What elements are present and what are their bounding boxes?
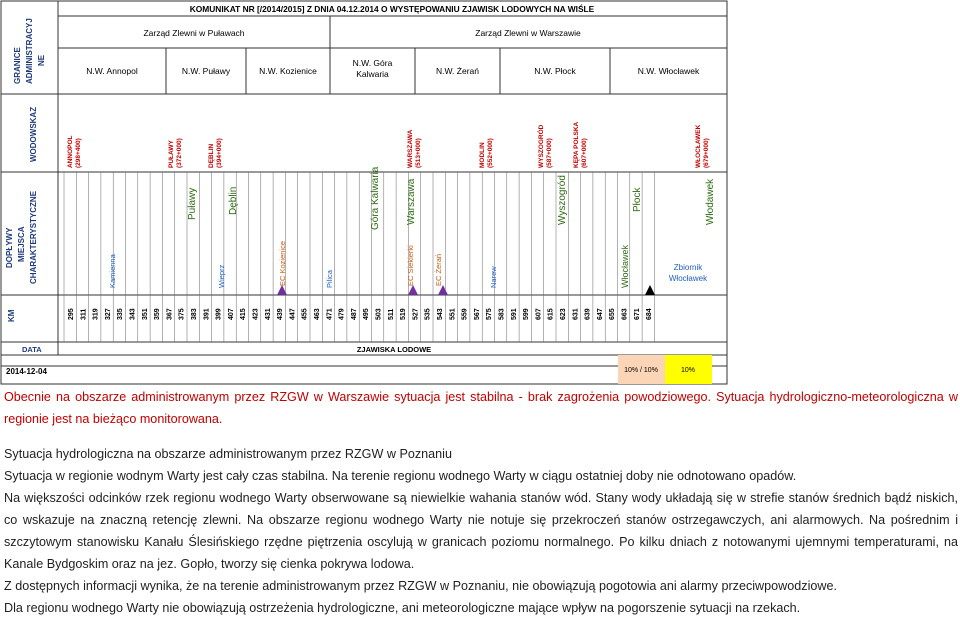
reservoir-label: Zbiornik Włocławek: [668, 263, 708, 283]
svg-text:GRANICE: GRANICE: [13, 47, 22, 84]
zarzad-warszawa-label: Zarząd Zlewni w Warszawie: [475, 28, 581, 38]
km-value: 487: [350, 308, 358, 320]
km-value: 407: [227, 308, 235, 320]
place-label: Dęblin: [228, 186, 239, 215]
place-label: Wyszogród: [557, 175, 568, 225]
svg-text:ADMINISTRACYJ: ADMINISTRACYJ: [25, 18, 34, 84]
svg-text:DOPŁYWY: DOPŁYWY: [5, 227, 14, 268]
km-value: 631: [572, 308, 580, 320]
km-value: 503: [375, 308, 383, 320]
nadzor-1: N.W. Puławy: [181, 66, 231, 76]
gauge-name: DĘBLIN: [208, 143, 215, 168]
zarzad-pulawy-label: Zarząd Zlewni w Puławach: [143, 28, 245, 38]
km-value: 463: [314, 308, 321, 320]
km-value: 511: [387, 308, 395, 320]
ice-cell-1: 10% / 10%: [624, 367, 658, 374]
svg-text:MIEJSCA: MIEJSCA: [17, 226, 26, 262]
gauge-name: MODLIN: [479, 142, 486, 168]
km-value: 415: [240, 308, 248, 320]
place-label: Płock: [632, 187, 643, 212]
km-value: 519: [400, 308, 408, 320]
gauge-name: WŁOCŁAWEK: [695, 124, 702, 168]
km-value: 591: [510, 308, 518, 320]
ice-date: 2014-12-04: [6, 367, 47, 376]
km-value: 399: [215, 308, 223, 320]
km-value: 684: [646, 308, 654, 320]
km-value: 671: [633, 308, 641, 320]
km-value: 535: [424, 308, 432, 320]
km-value: 327: [104, 308, 112, 320]
poznan-heading: Sytuacja hydrologiczna na obszarze administrowanym przez RZGW w Poznaniu: [4, 447, 452, 461]
km-value: 479: [338, 308, 346, 320]
place-label: Warszawa: [406, 178, 417, 225]
km-value: 583: [498, 308, 506, 320]
paragraph-4: Dla regionu wodnego Warty nie obowiązują ostrzeżenia hydrologiczne, ani meteorologiczne mające wpływ na pogorszenie sytuacji na rzekach.: [4, 601, 801, 615]
km-value: 599: [523, 308, 531, 320]
gauge-name: WYSZOGRÓD: [538, 124, 545, 168]
km-value: 495: [363, 308, 371, 320]
km-value: 639: [584, 308, 592, 320]
km-value: 551: [449, 308, 457, 320]
communique-title: KOMUNIKAT NR [/2014/2015] Z DNIA 04.12.2014 O WYSTĘPOWANIU ZJAWISK LODOWYCH NA WIŚLE: [189, 4, 595, 14]
gauge-km: (679+000): [703, 138, 710, 168]
km-value: 607: [535, 308, 543, 320]
gauge-name: ANNOPOL: [67, 135, 74, 168]
km-value: 655: [609, 308, 617, 320]
km-value: 335: [117, 308, 125, 320]
label-wodowskaz: WODOWSKAZ: [29, 106, 38, 162]
nadzor-5: N.W. Płock: [534, 66, 576, 76]
km-value: 383: [191, 308, 198, 320]
gauge-km: (607+000): [581, 138, 588, 168]
gauge-km: (394+000): [216, 138, 223, 168]
label-zjawiska: ZJAWISKA LODOWE: [356, 345, 432, 354]
tributary-label: Pilica: [325, 270, 334, 288]
km-value: 527: [412, 308, 420, 320]
gauge-name: PUŁAWY: [168, 140, 175, 168]
km-value: 367: [166, 308, 174, 320]
bulletin-text: [4, 386, 958, 619]
ec-label: EC Żerań: [434, 253, 443, 286]
gauge-km: (298+400): [75, 138, 82, 168]
svg-text:CHARAKTERYSTYCZNE: CHARAKTERYSTYCZNE: [29, 190, 38, 284]
km-value: 343: [129, 308, 137, 320]
wloclawek-lower-label: Włocławek: [620, 244, 630, 288]
warsaw-status-paragraph: Obecnie na obszarze administrowanym przez RZGW w Warszawie sytuacja jest stabilna - brak zagrożenia powodziowego. Sytuacja hydrologiczno-meteorologiczna w regionie jest na bieżąco monitorowana.: [4, 390, 958, 426]
ec-label: EC Siekierki: [406, 245, 415, 286]
km-value: 623: [560, 308, 567, 320]
nadzor-4: N.W. Żerań: [436, 66, 479, 76]
nadzor-0: N.W. Annopol: [86, 66, 138, 76]
tributary-label: Wieprz: [217, 264, 226, 288]
km-value: 575: [486, 308, 494, 320]
nadzor-3: N.W. Góra Kalwaria: [352, 58, 393, 79]
km-value: 391: [203, 308, 211, 320]
km-value: 559: [461, 308, 469, 320]
km-value: 311: [80, 308, 88, 320]
place-label: Góra Kalwaria: [370, 166, 381, 230]
ice-cell-2: 10%: [680, 367, 696, 374]
tributary-label: Kamienna: [108, 254, 117, 288]
svg-text:NE: NE: [37, 54, 46, 66]
gauge-km: (513+000): [415, 138, 422, 168]
tributary-label: Narew: [489, 266, 498, 288]
km-value: 439: [277, 308, 285, 320]
km-value: 351: [141, 308, 149, 320]
km-value: 647: [596, 308, 604, 320]
km-value: 543: [437, 308, 444, 320]
place-label: Włodawek: [705, 178, 716, 225]
gauge-name: KĘPA POLSKA: [573, 121, 580, 168]
km-value: 319: [92, 308, 100, 320]
ec-label: EC Kozienice: [278, 240, 287, 286]
nadzor-6: N.W. Włocławek: [637, 66, 700, 76]
km-value: 359: [154, 308, 162, 320]
label-km: KM: [7, 309, 16, 322]
paragraph-1: Sytuacja w regionie wodnym Warty jest cały czas stabilna. Na terenie regionu wodnego Warty w ciągu ostatniej doby nie odnotowano opadów.: [4, 469, 797, 483]
km-value: 471: [326, 308, 334, 320]
km-value: 295: [68, 308, 75, 320]
paragraph-3: Z dostępnych informacji wynika, że na terenie administrowanym przez RZGW w Poznaniu, nie obowiązują pogotowia ani alarmy przeciwpowodziowe.: [4, 579, 837, 593]
km-value: 567: [473, 308, 481, 320]
place-label: Puławy: [187, 187, 198, 220]
ice-phenomena-schematic: [0, 0, 730, 386]
km-value: 663: [621, 308, 629, 320]
km-value: 455: [301, 308, 309, 320]
gauge-km: (552+000): [487, 138, 494, 168]
gauge-km: (587+000): [546, 138, 553, 168]
nadzor-2: N.W. Kozienice: [259, 66, 317, 76]
paragraph-2: Na większości odcinków rzek regionu wodnego Warty obserwowane są niewielkie wahania stanów wód. Stany wody układają się w strefie stanów średnich bądź niskich, co wskazuje na znaczną retencję zlewni. Na obszarze regionu wodnego Warty nie notuje się przekroczeń stanów ostrzegawczych, ani alarmowych. Na pośrednim i szczytowym stanowisku Kanału Ślesińskiego rzędne piętrzenia oscylują w granicach poziomu normalnego. Po kilku dniach z notowanymi ujemnymi temperaturami, na Kanale Bydgoskim oraz na jez. Gopło, tworzy się cienka pokrywa lodowa.: [4, 491, 958, 571]
km-value: 375: [178, 308, 186, 320]
km-value: 431: [264, 308, 272, 320]
km-value: 423: [252, 308, 260, 320]
gauge-km: (372+000): [176, 138, 183, 168]
km-value: 615: [547, 308, 555, 320]
label-data: DATA: [22, 345, 42, 354]
km-value: 447: [289, 308, 297, 320]
gauge-name: WARSZAWA: [407, 129, 414, 168]
